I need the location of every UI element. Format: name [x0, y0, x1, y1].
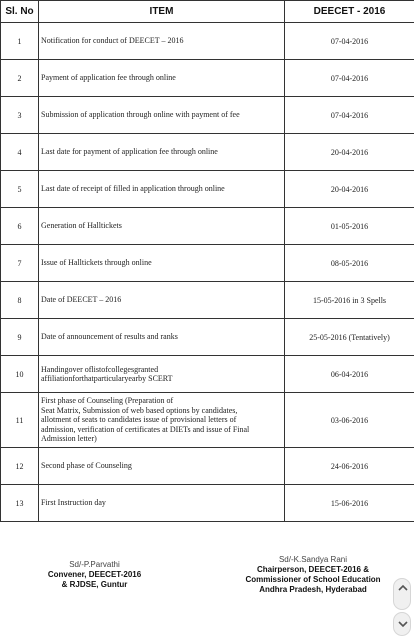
- row-date: 01-05-2016: [285, 208, 414, 245]
- header-date: DEECET - 2016: [285, 1, 414, 23]
- table-row: [1, 319, 414, 356]
- table-row: [1, 393, 414, 448]
- row-item: Handingover oflistofcollegesgranted affiliationforthatparticularyearby SCERT: [39, 356, 285, 393]
- row-item: First phase of Counseling (Preparation of Seat Matrix, Submission of web based options by candidates, allotment of seats to candidates issue of provisional letters of admission, verification of certificates at DIETs and issue of Final Admission letter): [39, 393, 285, 448]
- row-item: Last date of receipt of filled in application through online: [39, 171, 285, 208]
- table-header-row: [1, 1, 414, 23]
- row-date: 15-06-2016: [285, 485, 414, 522]
- table-row: [1, 485, 414, 522]
- row-date: 07-04-2016: [285, 23, 414, 60]
- header-sl-no: Sl. No: [1, 1, 39, 23]
- row-date: 15-05-2016 in 3 Spells: [285, 282, 414, 319]
- row-sl-no: 8: [1, 282, 39, 319]
- signature-chairperson: [228, 555, 398, 595]
- row-sl-no: 13: [1, 485, 39, 522]
- table-row: [1, 448, 414, 485]
- chevron-down-icon: [398, 620, 408, 628]
- row-item: Date of announcement of results and ranks: [39, 319, 285, 356]
- row-sl-no: 6: [1, 208, 39, 245]
- row-sl-no: 12: [1, 448, 39, 485]
- scroll-down-button[interactable]: [393, 612, 411, 636]
- signature-office: & RJDSE, Guntur: [61, 580, 128, 589]
- header-item: ITEM: [39, 1, 285, 23]
- row-sl-no: 1: [1, 23, 39, 60]
- table-row: [1, 208, 414, 245]
- table-row: [1, 171, 414, 208]
- row-item: Payment of application fee through online: [39, 60, 285, 97]
- row-date: 20-04-2016: [285, 134, 414, 171]
- row-date: 25-05-2016 (Tentatively): [285, 319, 414, 356]
- row-date: 24-06-2016: [285, 448, 414, 485]
- signature-convener: [22, 560, 167, 590]
- table-row: [1, 23, 414, 60]
- row-date: 20-04-2016: [285, 171, 414, 208]
- row-sl-no: 5: [1, 171, 39, 208]
- row-sl-no: 2: [1, 60, 39, 97]
- row-item: Generation of Halltickets: [39, 208, 285, 245]
- chevron-up-icon: [398, 584, 408, 592]
- row-sl-no: 4: [1, 134, 39, 171]
- row-date: 03-06-2016: [285, 393, 414, 448]
- row-item: Issue of Halltickets through online: [39, 245, 285, 282]
- table-row: [1, 282, 414, 319]
- row-sl-no: 10: [1, 356, 39, 393]
- table-row: [1, 356, 414, 393]
- row-item: Second phase of Counseling: [39, 448, 285, 485]
- row-sl-no: 7: [1, 245, 39, 282]
- row-date: 08-05-2016: [285, 245, 414, 282]
- signature-title: Chairperson, DEECET-2016 &: [256, 565, 370, 574]
- row-date: 07-04-2016: [285, 60, 414, 97]
- row-sl-no: 11: [1, 393, 39, 448]
- signature-office: Commissioner of School Education: [245, 575, 381, 584]
- row-item: Date of DEECET – 2016: [39, 282, 285, 319]
- table-row: [1, 97, 414, 134]
- row-date: 06-04-2016: [285, 356, 414, 393]
- row-item: First Instruction day: [39, 485, 285, 522]
- row-sl-no: 3: [1, 97, 39, 134]
- table-row: [1, 245, 414, 282]
- table-row: [1, 60, 414, 97]
- signature-location: Andhra Pradesh, Hyderabad: [259, 585, 367, 594]
- table-row: [1, 134, 414, 171]
- signature-title: Convener, DEECET-2016: [47, 570, 142, 579]
- row-date: 07-04-2016: [285, 97, 414, 134]
- row-sl-no: 9: [1, 319, 39, 356]
- signature-name: Sd/-P.Parvathi: [69, 560, 120, 569]
- row-item: Last date for payment of application fee through online: [39, 134, 285, 171]
- signature-name: Sd/-K.Sandya Rani: [278, 555, 348, 564]
- row-item: Notification for conduct of DEECET – 2016: [39, 23, 285, 60]
- row-item: Submission of application through online with payment of fee: [39, 97, 285, 134]
- scroll-up-button[interactable]: [393, 578, 411, 610]
